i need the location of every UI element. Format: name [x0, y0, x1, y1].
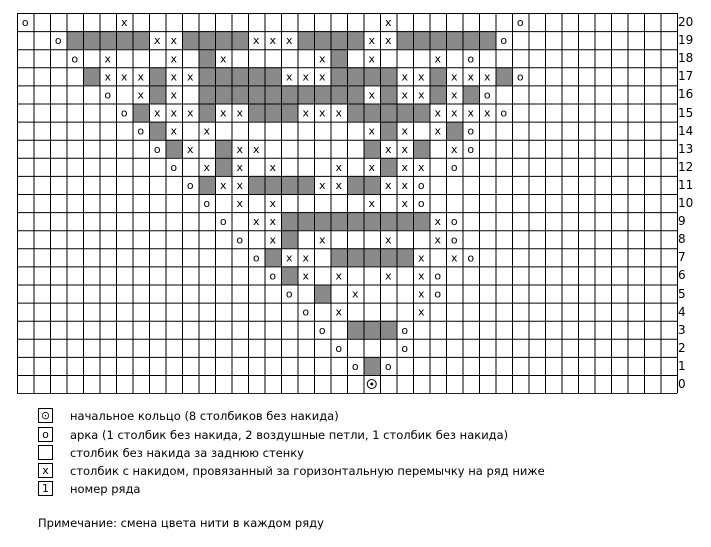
cross-symbol: x [236, 178, 244, 192]
filled-cell [232, 67, 249, 85]
arch-symbol: o [252, 251, 260, 265]
cross-symbol: x [170, 70, 178, 84]
arch-symbol: o [467, 52, 475, 66]
cross-symbol: x [170, 34, 178, 48]
arch-symbol: o [318, 323, 326, 337]
filled-cell [248, 104, 265, 122]
arch-symbol: o [71, 52, 79, 66]
cross-symbol: x [434, 52, 442, 66]
cross-symbol: x [269, 197, 277, 211]
filled-cell [380, 122, 397, 140]
filled-cell [199, 67, 216, 85]
filled-cell [430, 85, 447, 103]
filled-cell [248, 67, 265, 85]
filled-cell [397, 31, 414, 49]
filled-cell [347, 321, 364, 339]
filled-cell [380, 104, 397, 122]
cross-symbol: x [417, 70, 425, 84]
arch-symbol: o [153, 142, 161, 156]
filled-cell [199, 31, 216, 49]
row-number: 7 [678, 250, 686, 265]
row-number: 6 [678, 268, 686, 283]
cross-symbol: x [368, 52, 376, 66]
cross-symbol: x [236, 106, 244, 120]
circled-dot-icon: ⊙ [38, 408, 53, 423]
filled-cell [116, 31, 133, 49]
cross-symbol: x [434, 106, 442, 120]
filled-cell [331, 85, 348, 103]
filled-cell [281, 212, 298, 230]
filled-cell [380, 212, 397, 230]
filled-cell [463, 85, 480, 103]
cross-symbol: x [417, 251, 425, 265]
filled-cell [380, 321, 397, 339]
cross-symbol: x [285, 34, 293, 48]
filled-cell [215, 31, 232, 49]
row-number: 5 [678, 286, 686, 301]
row-number: 18 [678, 51, 694, 66]
filled-cell [380, 248, 397, 266]
row-number: 8 [678, 232, 686, 247]
filled-cell [281, 176, 298, 194]
cross-symbol: x [450, 142, 458, 156]
row-number: 20 [678, 15, 694, 30]
filled-cell [265, 248, 282, 266]
cross-symbol: x [351, 287, 359, 301]
row-number: 16 [678, 87, 694, 102]
cross-symbol: x [483, 106, 491, 120]
arch-symbol: o [120, 106, 128, 120]
arch-symbol: o [401, 341, 409, 355]
cross-symbol: x [170, 124, 178, 138]
cross-symbol: x [269, 233, 277, 247]
cross-symbol: x [384, 233, 392, 247]
filled-cell [199, 176, 216, 194]
arch-symbol: o [384, 359, 392, 373]
row-number: 2 [678, 340, 686, 355]
filled-cell [215, 140, 232, 158]
cross-symbol: x [137, 70, 145, 84]
filled-cell [232, 31, 249, 49]
cross-symbol: x [269, 160, 277, 174]
cross-symbol: x [384, 142, 392, 156]
cross-symbol: x [252, 34, 260, 48]
arch-symbol: o [351, 359, 359, 373]
arch-symbol: o [302, 305, 310, 319]
filled-cell [149, 85, 166, 103]
cross-symbol: x [384, 16, 392, 30]
arch-symbol: o [137, 124, 145, 138]
cross-symbol: x [203, 160, 211, 174]
cross-symbol: x [170, 106, 178, 120]
cross-symbol: x [417, 287, 425, 301]
arch-symbol: o [335, 341, 343, 355]
cross-symbol: x [434, 233, 442, 247]
filled-cell [446, 122, 463, 140]
filled-cell [215, 158, 232, 176]
cross-symbol: x [335, 160, 343, 174]
cross-symbol: x [120, 70, 128, 84]
filled-cell [347, 31, 364, 49]
filled-cell [430, 31, 447, 49]
row-number: 11 [678, 177, 694, 192]
row-number: 14 [678, 123, 694, 138]
legend-item-arch [38, 427, 698, 443]
row-number: 12 [678, 159, 694, 174]
cross-symbol: x [302, 269, 310, 283]
filled-cell [298, 31, 315, 49]
filled-cell [215, 85, 232, 103]
arch-symbol: o [417, 178, 425, 192]
arch-symbol: o [516, 70, 524, 84]
filled-cell [215, 67, 232, 85]
cross-symbol: x [269, 34, 277, 48]
filled-cell [364, 67, 381, 85]
filled-cell [314, 31, 331, 49]
cross-symbol: x [417, 269, 425, 283]
empty-cell-icon [38, 445, 53, 460]
filled-cell [347, 85, 364, 103]
cross-icon: x [38, 463, 53, 478]
legend-item-sc-back-loop [38, 445, 698, 461]
cross-symbol: x [153, 106, 161, 120]
filled-cell [83, 31, 100, 49]
arch-symbol: o [285, 287, 293, 301]
arch-symbol: o [104, 88, 112, 102]
cross-symbol: x [318, 233, 326, 247]
cross-symbol: x [335, 106, 343, 120]
filled-cell [133, 31, 150, 49]
cross-symbol: x [335, 305, 343, 319]
legend-item-row-number [38, 481, 698, 497]
filled-cell [281, 230, 298, 248]
arch-symbol: o [450, 160, 458, 174]
filled-cell [413, 31, 430, 49]
row-number: 4 [678, 304, 686, 319]
row-number: 10 [678, 196, 694, 211]
row-number: 13 [678, 141, 694, 156]
cross-symbol: x [219, 178, 227, 192]
filled-cell [397, 212, 414, 230]
filled-cell [199, 49, 216, 67]
cross-symbol: x [335, 269, 343, 283]
filled-cell [265, 176, 282, 194]
arch-symbol: o [269, 269, 277, 283]
legend-label: столбик без накида за заднюю стенку [70, 446, 304, 460]
filled-cell [133, 104, 150, 122]
filled-cell [331, 49, 348, 67]
filled-cell [380, 67, 397, 85]
filled-cell [83, 67, 100, 85]
filled-cell [413, 140, 430, 158]
legend-label: арка (1 столбик без накида, 2 воздушные петли, 1 столбик без накида) [70, 428, 509, 442]
filled-cell [380, 85, 397, 103]
row-number: 3 [678, 322, 686, 337]
row-number: 19 [678, 33, 694, 48]
filled-cell [298, 176, 315, 194]
filled-cell [397, 248, 414, 266]
cross-symbol: x [467, 70, 475, 84]
filled-cell [364, 248, 381, 266]
filled-cell [347, 176, 364, 194]
arch-symbol: o [500, 106, 508, 120]
filled-cell [182, 31, 199, 49]
filled-cell [331, 31, 348, 49]
arch-symbol: o [434, 269, 442, 283]
filled-cell [314, 212, 331, 230]
filled-cell [364, 140, 381, 158]
filled-cell [248, 85, 265, 103]
filled-cell [430, 67, 447, 85]
arch-symbol: o [467, 124, 475, 138]
note: Примечание: смена цвета нити в каждом ряду [38, 516, 324, 530]
filled-cell [364, 104, 381, 122]
filled-cell [397, 104, 414, 122]
cross-symbol: x [236, 197, 244, 211]
cross-symbol: x [384, 178, 392, 192]
filled-cell [331, 67, 348, 85]
filled-cell [232, 85, 249, 103]
filled-cell [149, 67, 166, 85]
cross-symbol: x [170, 88, 178, 102]
cross-symbol: x [302, 106, 310, 120]
filled-cell [479, 31, 496, 49]
cross-symbol: x [318, 52, 326, 66]
arch-symbol: o [417, 197, 425, 211]
row-number: 17 [678, 69, 694, 84]
cross-symbol: x [104, 70, 112, 84]
filled-cell [100, 31, 117, 49]
filled-cell [331, 248, 348, 266]
cross-symbol: x [318, 106, 326, 120]
arch-symbol: o [467, 251, 475, 265]
cross-symbol: x [285, 251, 293, 265]
cross-symbol: x [302, 70, 310, 84]
filled-cell [166, 140, 183, 158]
arch-symbol: o [450, 215, 458, 229]
cross-symbol: x [401, 160, 409, 174]
cross-symbol: x [318, 178, 326, 192]
cross-symbol: x [236, 142, 244, 156]
cross-symbol: x [401, 88, 409, 102]
filled-cell [463, 31, 480, 49]
cross-symbol: x [302, 251, 310, 265]
filled-cell [265, 85, 282, 103]
cross-symbol: x [368, 197, 376, 211]
arch-symbol: o [236, 233, 244, 247]
cross-symbol: x [450, 251, 458, 265]
arch-symbol: o [21, 16, 29, 30]
cross-symbol: x [170, 52, 178, 66]
filled-cell [298, 212, 315, 230]
cross-symbol: x [401, 142, 409, 156]
cross-symbol: x [269, 215, 277, 229]
cross-symbol: x [368, 34, 376, 48]
row-number: 1 [678, 358, 686, 373]
cross-symbol: x [434, 124, 442, 138]
filled-cell [364, 321, 381, 339]
arch-symbol: o [516, 16, 524, 30]
arch-symbol: o [401, 323, 409, 337]
legend-item-dc [38, 463, 698, 479]
cross-symbol: x [368, 160, 376, 174]
cross-symbol: x [335, 178, 343, 192]
filled-cell [364, 212, 381, 230]
cross-symbol: x [368, 124, 376, 138]
arch-symbol: o [483, 88, 491, 102]
cross-symbol: x [450, 88, 458, 102]
legend-label: начальное кольцо (8 столбиков без накида) [70, 409, 339, 423]
legend-label: номер ряда [70, 482, 141, 496]
cross-symbol: x [417, 88, 425, 102]
cross-symbol: x [384, 269, 392, 283]
cross-symbol: x [120, 16, 128, 30]
cross-symbol: x [434, 215, 442, 229]
cross-symbol: x [153, 34, 161, 48]
cross-symbol: x [417, 305, 425, 319]
arch-icon: o [38, 427, 53, 442]
arch-symbol: o [434, 287, 442, 301]
cross-symbol: x [186, 70, 194, 84]
filled-cell [413, 212, 430, 230]
filled-cell [199, 85, 216, 103]
cross-symbol: x [219, 106, 227, 120]
cross-symbol: x [384, 34, 392, 48]
cross-symbol: x [203, 124, 211, 138]
cross-symbol: x [401, 178, 409, 192]
cross-symbol: x [252, 142, 260, 156]
cross-symbol: x [318, 70, 326, 84]
filled-cell [149, 122, 166, 140]
arch-symbol: o [500, 34, 508, 48]
filled-cell [67, 31, 84, 49]
row-number: 0 [678, 377, 686, 392]
arch-symbol: o [54, 34, 62, 48]
filled-cell [331, 212, 348, 230]
filled-cell [248, 176, 265, 194]
cross-symbol: x [450, 106, 458, 120]
filled-cell [347, 212, 364, 230]
legend-item-start-ring [38, 408, 698, 424]
filled-cell [199, 104, 216, 122]
filled-cell [380, 158, 397, 176]
cross-symbol: x [467, 106, 475, 120]
filled-cell [281, 85, 298, 103]
row-number: 9 [678, 214, 686, 229]
start-ring-symbol [367, 380, 376, 389]
filled-cell [347, 67, 364, 85]
cross-symbol: x [137, 88, 145, 102]
cross-symbol: x [483, 70, 491, 84]
filled-cell [413, 104, 430, 122]
legend-label: столбик с накидом, провязанный за горизонтальную перемычку на ряд ниже [70, 464, 545, 478]
cross-symbol: x [104, 52, 112, 66]
cross-symbol: x [401, 70, 409, 84]
cross-symbol: x [186, 106, 194, 120]
cross-symbol: x [417, 160, 425, 174]
filled-cell [446, 31, 463, 49]
arch-symbol: o [219, 215, 227, 229]
filled-cell [298, 85, 315, 103]
cross-symbol: x [186, 142, 194, 156]
cross-symbol: x [285, 70, 293, 84]
filled-cell [364, 357, 381, 375]
arch-symbol: o [170, 160, 178, 174]
filled-cell [347, 248, 364, 266]
arch-symbol: o [467, 142, 475, 156]
cross-symbol: x [252, 215, 260, 229]
cross-symbol: x [401, 124, 409, 138]
filled-cell [281, 266, 298, 284]
filled-cell [265, 104, 282, 122]
cross-symbol: x [236, 160, 244, 174]
filled-cell [314, 285, 331, 303]
crochet-chart [17, 13, 678, 394]
filled-cell [364, 176, 381, 194]
filled-cell [496, 67, 513, 85]
filled-cell [347, 104, 364, 122]
filled-cell [265, 67, 282, 85]
filled-cell [281, 104, 298, 122]
row-number: 15 [678, 105, 694, 120]
cross-symbol: x [401, 197, 409, 211]
cross-symbol: x [219, 52, 227, 66]
row-number-icon: 1 [38, 481, 53, 496]
arch-symbol: o [450, 233, 458, 247]
arch-symbol: o [203, 197, 211, 211]
arch-symbol: o [186, 178, 194, 192]
cross-symbol: x [368, 88, 376, 102]
cross-symbol: x [450, 70, 458, 84]
filled-cell [314, 85, 331, 103]
